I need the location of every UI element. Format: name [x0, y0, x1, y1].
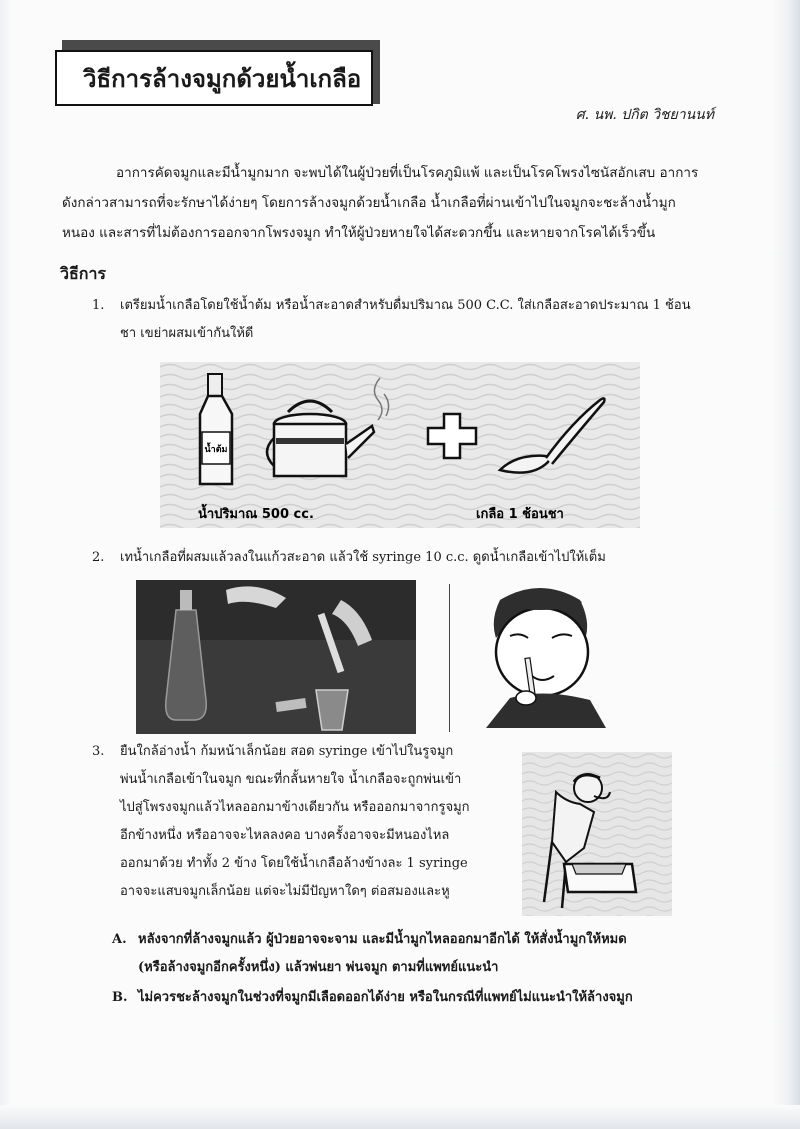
scan-edge-left	[0, 0, 12, 1129]
step-number: 2.	[92, 550, 105, 565]
step-line: พ่นน้ำเกลือเข้าในจมูก ขณะที่กลั้นหายใจ น้ำเกลือจะถูกพ่นเข้า	[120, 772, 462, 787]
caption-water: น้ำปริมาณ 500 cc.	[198, 507, 314, 522]
step-2	[92, 544, 732, 572]
note-line: (หรือล้างจมูกอีกครั้งหนึ่ง) แล้วพ่นยา พ่นจมูก ตามที่แพทย์แนะนำ	[138, 960, 499, 975]
figure-boy-cartoon	[470, 580, 618, 730]
step-line: อีกข้างหนึ่ง หรืออาจจะไหลลงคอ บางครั้งอาจจะมีหนองไหล	[120, 828, 450, 843]
author-name: ศ. นพ. ปกิต วิชยานนท์	[575, 107, 714, 123]
caption-salt: เกลือ 1 ช้อนชา	[476, 507, 564, 522]
figure-salt-preparation	[160, 362, 640, 528]
step-number: 1.	[92, 298, 105, 313]
intro-line: ดังกล่าวสามารถที่จะรักษาได้ง่ายๆ โดยการล้างจมูกด้วยน้ำเกลือ น้ำเกลือที่ผ่านเข้าไปในจมูกจะชะล้างน้ำมูก	[62, 195, 676, 211]
step-line: ยืนใกล้อ่างน้ำ ก้มหน้าเล็กน้อย สอด syringe เข้าไปในรูจมูก	[120, 744, 454, 759]
step-line: เตรียมน้ำเกลือโดยใช้น้ำต้ม หรือน้ำสะอาดสำหรับดื่มปริมาณ 500 C.C. ใส่เกลือสะอาดประมาณ 1 ช้อน	[120, 298, 691, 313]
page-title: วิธีการล้างจมูกด้วยน้ำเกลือ	[83, 64, 362, 93]
step-line: ออกมาด้วย ทำทั้ง 2 ข้าง โดยใช้น้ำเกลือล้างข้างละ 1 syringe	[120, 856, 468, 871]
note-line: ไม่ควรชะล้างจมูกในช่วงที่จมูกมีเลือดออกได้ง่าย หรือในกรณีที่แพทย์ไม่แนะนำให้ล้างจมูก	[138, 990, 633, 1005]
step-number: 3.	[92, 744, 105, 759]
note-a	[112, 926, 712, 982]
step-3	[92, 738, 492, 910]
scan-edge-bottom	[0, 1105, 800, 1129]
title-box	[55, 50, 373, 106]
figure-divider	[449, 584, 450, 732]
figure-nasal-rinse	[522, 752, 672, 916]
note-letter: A.	[112, 932, 127, 947]
note-letter: B.	[112, 990, 128, 1005]
step-line: เทน้ำเกลือที่ผสมแล้วลงในแก้วสะอาด แล้วใช้ syringe 10 c.c. ดูดน้ำเกลือเข้าไปให้เต็ม	[120, 550, 606, 565]
step-line: ไปสู่โพรงจมูกแล้วไหลออกมาข้างเดียวกัน หรือออกมาจากรูจมูก	[120, 800, 470, 815]
note-b	[112, 984, 712, 1012]
step-line: อาจจะแสบจมูกเล็กน้อย แต่จะไม่มีปัญหาใดๆ ต่อสมองและหู	[120, 884, 450, 899]
method-heading: วิธีการ	[60, 264, 107, 283]
intro-line: อาการคัดจมูกและมีน้ำมูกมาก จะพบได้ในผู้ป่วยที่เป็นโรคภูมิแพ้ และเป็นโรคโพรงไซนัสอักเสบ อาการ	[116, 165, 699, 181]
intro-line: หนอง และสารที่ไม่ต้องการออกจากโพรงจมูก ทำให้ผู้ป่วยหายใจได้สะดวกขึ้น และหายจากโรคได้เร็วขึ้น	[62, 225, 656, 241]
scan-edge-right	[772, 0, 800, 1129]
step-1	[92, 292, 732, 350]
step-line: ชา เขย่าผสมเข้ากันให้ดี	[120, 326, 254, 341]
note-line: หลังจากที่ล้างจมูกแล้ว ผู้ป่วยอาจจะจาม และมีน้ำมูกไหลออกมาอีกได้ ให้สั่งน้ำมูกให้หมด	[138, 932, 627, 947]
intro-paragraph	[62, 158, 727, 248]
bottle-label: น้ำต้ม	[204, 445, 228, 455]
figure-syringe-photo	[136, 580, 416, 734]
